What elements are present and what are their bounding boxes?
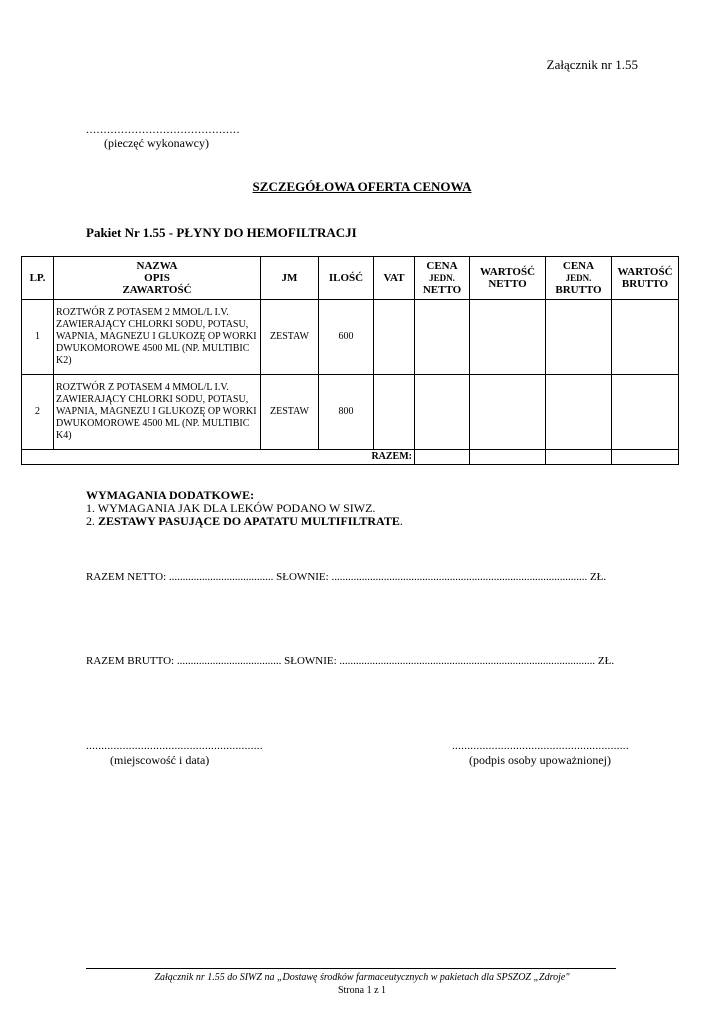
header-value-net	[470, 257, 546, 300]
sum-row	[22, 450, 679, 465]
row-vat-cell[interactable]	[374, 300, 415, 375]
header-qty: ILOŚĆ	[319, 257, 374, 300]
place-date-dotted-line: ..........................................................	[86, 740, 263, 752]
sum-unit-net-cell[interactable]	[415, 450, 470, 465]
header-value-net-line2: NETTO	[488, 278, 527, 290]
package-title: Pakiet Nr 1.55 - PŁYNY DO HEMOFILTRACJI	[86, 225, 357, 240]
sum-label: RAZEM:	[22, 450, 415, 465]
header-name	[54, 257, 261, 300]
row-unit-net-cell[interactable]	[415, 375, 470, 450]
row-qty: 800	[319, 375, 374, 450]
total-gross-line: RAZEM BRUTTO: ...................................... SŁOWNIE: ............................................................................................. ZŁ.	[86, 655, 615, 667]
header-jm: JM	[261, 257, 319, 300]
row-lp: 2	[22, 375, 54, 450]
header-unit-gross-line1: CENA	[562, 260, 595, 272]
header-name-line3: ZAWARTOŚĆ	[122, 284, 192, 296]
header-unit-gross	[546, 257, 612, 300]
table-row	[22, 300, 679, 375]
header-value-gross-line1: WARTOŚĆ	[617, 266, 673, 278]
footer-text: Załącznik nr 1.55 do SIWZ na „Dostawę środków farmaceutycznych w pakietach dla SPSZOZ „Zdroje"	[154, 972, 570, 983]
header-name-line2: OPIS	[144, 272, 170, 284]
header-unit-net	[415, 257, 470, 300]
row-description: ROZTWÓR Z POTASEM 2 MMOL/L I.V. ZAWIERAJĄCY CHLORKI SODU, POTASU, WAPNIA, MAGNEZU I GLUKOZĘ OP WORKI DWUKOMOROWE 4500 ML (NP. MULTIBIC K2)	[54, 300, 261, 375]
row-unit-gross-cell[interactable]	[546, 300, 612, 375]
offer-table	[21, 256, 679, 465]
row-unit-net-cell[interactable]	[415, 300, 470, 375]
stamp-dotted-line: ............................................	[86, 122, 240, 136]
sum-unit-gross-cell[interactable]	[546, 450, 612, 465]
sum-value-net-cell[interactable]	[470, 450, 546, 465]
row-qty: 600	[319, 300, 374, 375]
row-lp: 1	[22, 300, 54, 375]
requirement-item-2	[86, 514, 403, 529]
requirement-item-2-prefix: 2.	[86, 514, 98, 528]
signature-dotted-line: ..........................................................	[452, 740, 629, 752]
row-vat-cell[interactable]	[374, 375, 415, 450]
page-number: Strona 1 z 1	[337, 985, 387, 996]
row-value-net-cell[interactable]	[470, 300, 546, 375]
footer-divider	[86, 968, 616, 969]
requirement-item-2-suffix: .	[399, 514, 403, 528]
header-unit-net-line1: CENA	[426, 260, 458, 272]
row-value-net-cell[interactable]	[470, 375, 546, 450]
table-row	[22, 375, 679, 450]
row-value-gross-cell[interactable]	[612, 375, 679, 450]
stamp-label: (pieczęć wykonawcy)	[104, 136, 209, 150]
row-jm: ZESTAW	[261, 300, 319, 375]
total-net-line: RAZEM NETTO: ...................................... SŁOWNIE: ............................................................................................. ZŁ.	[86, 571, 607, 583]
header-lp: LP.	[22, 257, 54, 300]
header-vat: VAT	[374, 257, 415, 300]
row-unit-gross-cell[interactable]	[546, 375, 612, 450]
header-unit-net-line2: JEDN.	[429, 273, 455, 283]
header-value-gross-line2: BRUTTO	[621, 278, 669, 290]
place-date-label: (miejscowość i data)	[110, 753, 210, 767]
header-unit-gross-line3: BRUTTO	[555, 284, 602, 296]
header-unit-net-line3: NETTO	[422, 284, 462, 296]
row-value-gross-cell[interactable]	[612, 300, 679, 375]
header-unit-gross-line2: JEDN.	[565, 273, 592, 283]
header-value-gross	[612, 257, 679, 300]
requirement-item-1: 1. WYMAGANIA JAK DLA LEKÓW PODANO W SIWZ.	[86, 501, 376, 515]
annex-number: Załącznik nr 1.55	[546, 57, 638, 72]
requirements-title: WYMAGANIA DODATKOWE:	[86, 488, 255, 502]
document-title: SZCZEGÓŁOWA OFERTA CENOWA	[252, 179, 472, 194]
header-value-net-line1: WARTOŚĆ	[479, 266, 536, 278]
requirement-item-2-bold: ZESTAWY PASUJĄCE DO APATATU MULTIFILTRATE	[98, 514, 400, 528]
header-name-line1: NAZWA	[136, 260, 178, 272]
signature-label: (podpis osoby upoważnionej)	[469, 753, 611, 767]
sum-value-gross-cell[interactable]	[612, 450, 679, 465]
row-description: ROZTWÓR Z POTASEM 4 MMOL/L I.V. ZAWIERAJĄCY CHLORKI SODU, POTASU, WAPNIA, MAGNEZU I GLUKOZĘ OP WORKI DWUKOMOROWE 4500 ML (NP. MULTIBIC K4)	[54, 375, 261, 450]
table-header-row	[22, 257, 679, 300]
row-jm: ZESTAW	[261, 375, 319, 450]
